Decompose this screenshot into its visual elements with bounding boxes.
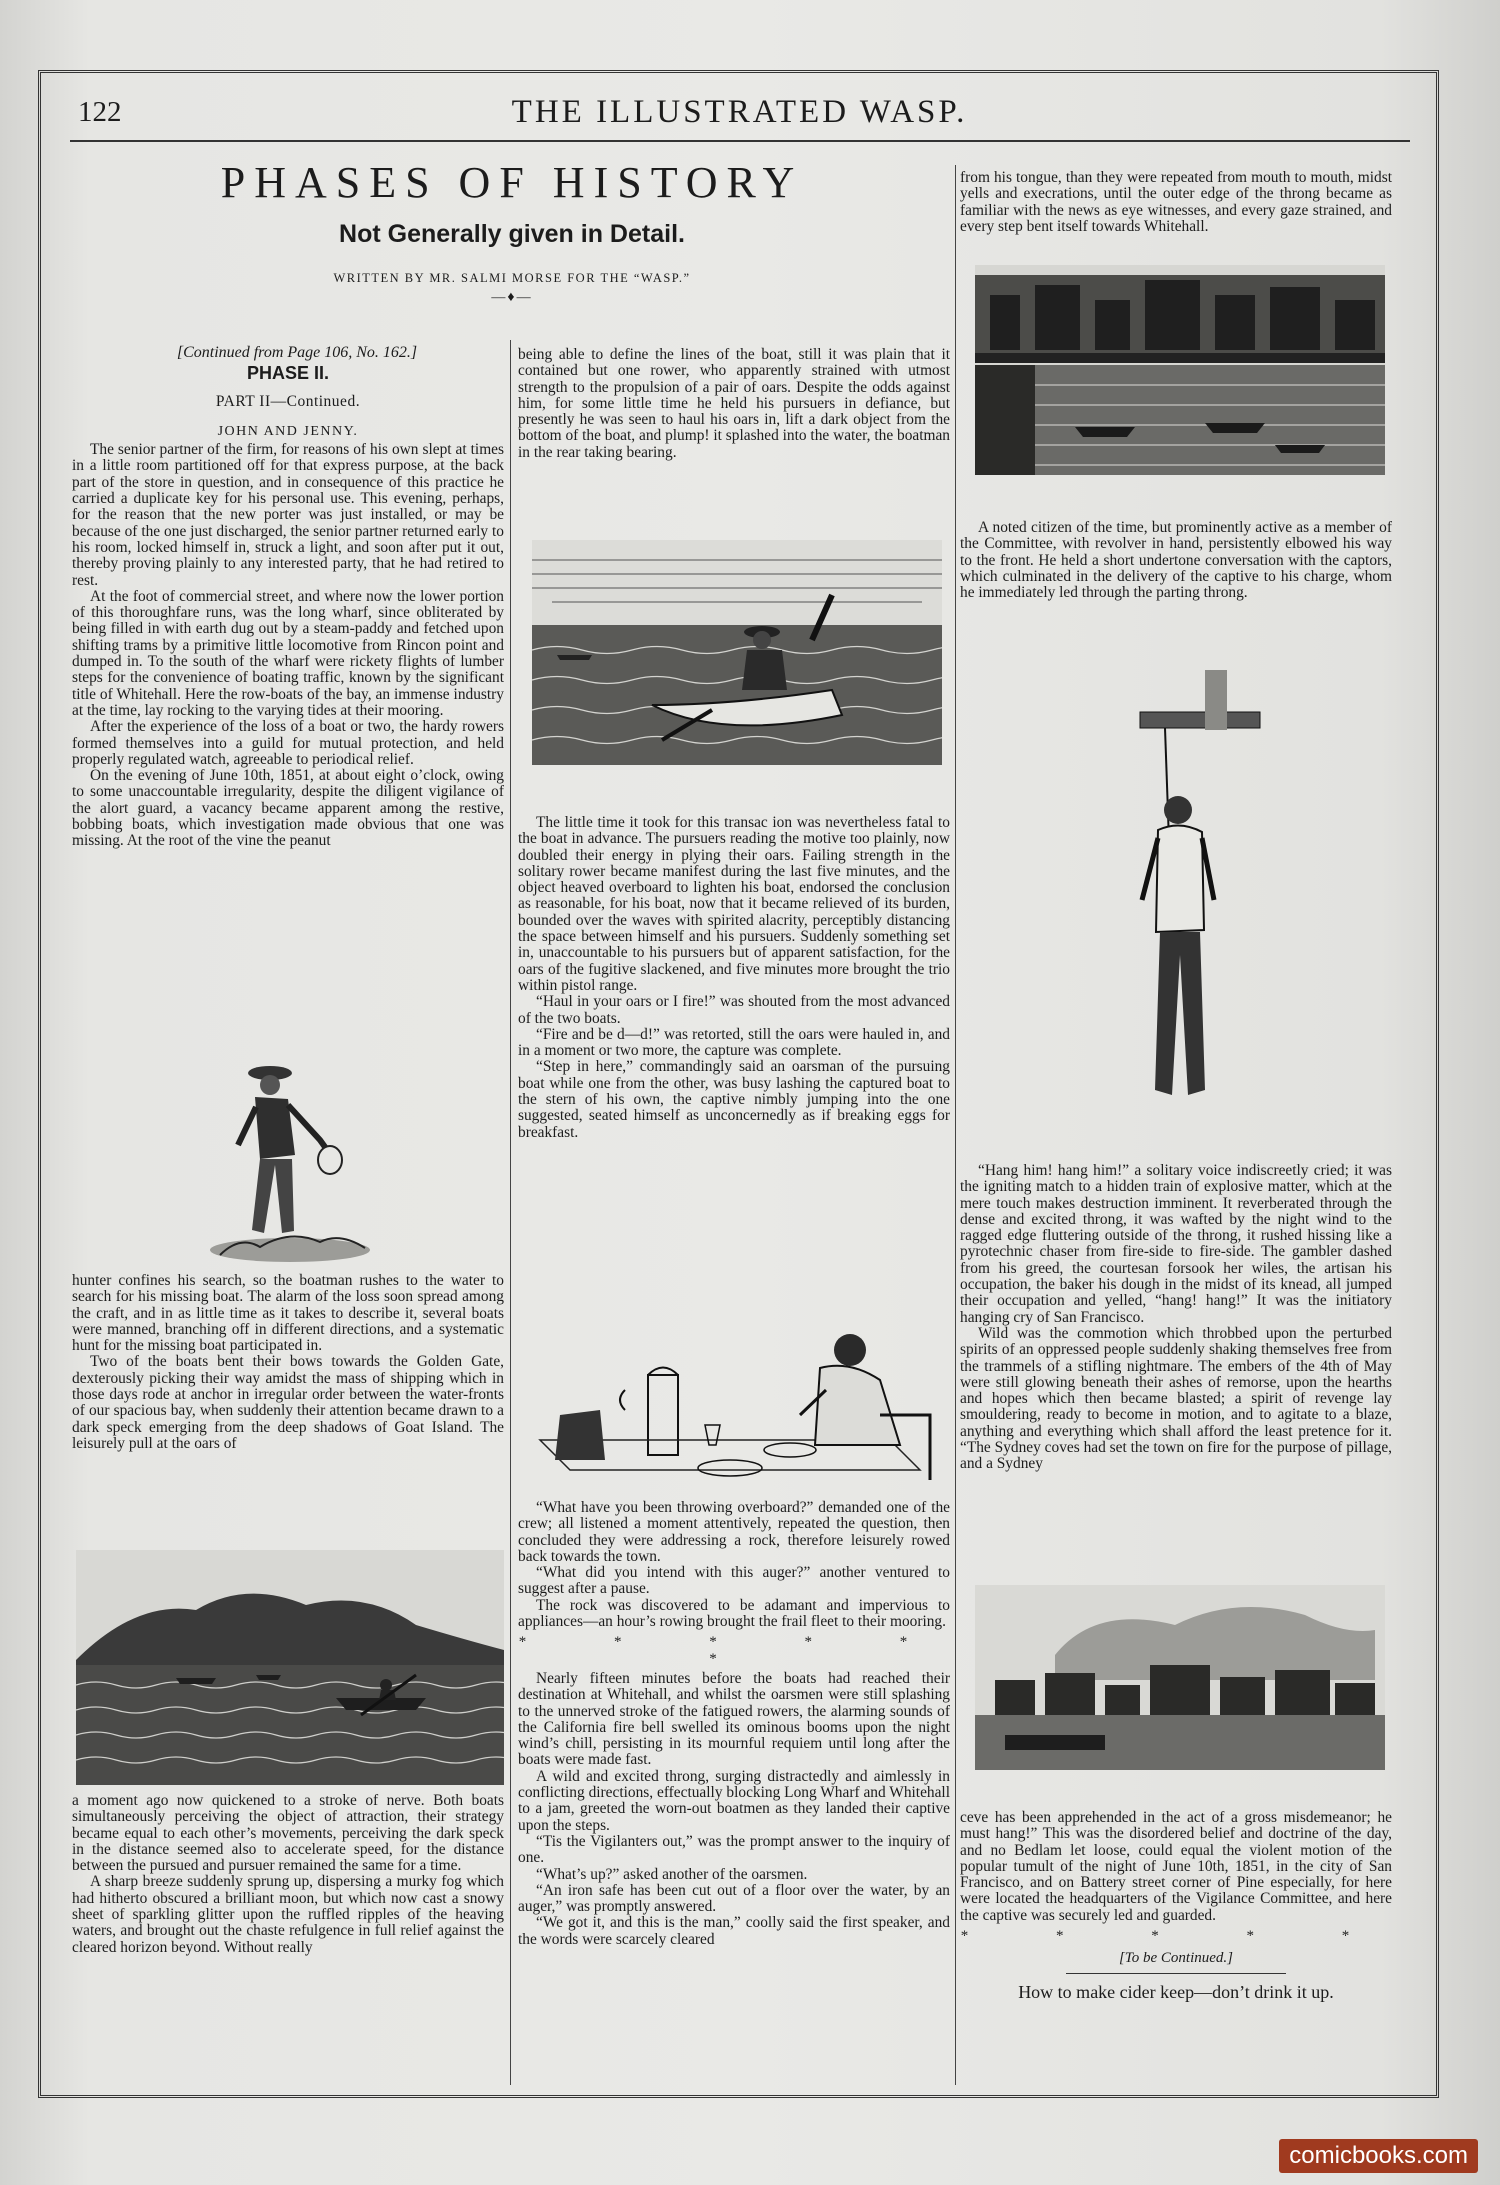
header-rule (70, 140, 1410, 142)
page-header (72, 92, 1407, 136)
watermark-badge: comicbooks.com (1279, 2139, 1478, 2173)
paragraph: Nearly fifteen minutes before the boats had reached their destination at Whitehall, and whilst the oarsmen were still splashing to the unnerved stroke of the fatigued rowers, the alarming sounds of the California fire bell swelled its ominous booms upon the night wind’s chill, persisting in its mournful requiem until long after the boats were made fast. (518, 1669, 950, 1769)
breakfast-table-illustration (530, 1320, 940, 1490)
article-title-block (72, 158, 952, 306)
paragraph: hunter confines his search, so the boatman rushes to the water to search for his missing boat. The alarm of the loss soon spread among the craft, and in as little time as it takes to describe it, several boats were manned, branching off in different directions, and a systematic hunt for the missing boat participated in. (72, 1272, 504, 1355)
article-subtitle: Not Generally given in Detail. (339, 220, 685, 248)
paragraph: being able to define the lines of the boat, still it was plain that it contained but one rower, who apparently strained with utmost strength to the propulsion of a pair of oars. Despite the odds against him, for some little time he held his pursuers in defiance, but presently he was seen to haul his oars in, lift a dark object from the bottom of the boat, and plump! it splashed into the water, the boatman in the rear taking bearing. (518, 346, 950, 461)
paragraph: ceve has been apprehended in the act of a gross misdemeanor; he must hang!” This was the disordered belief and doctrine of the day, and no Bedlam let loose, could equal the violent motion of the popular tumult of the night of June 10th, 1851, in the city of San Francisco, and on Battery street corner of Pine especially, for here were located the headquarters of the Vigilance Committee, and here the captive was securely led and guarded. (960, 1809, 1392, 1924)
harbor-wharf-illustration (975, 265, 1385, 475)
to-be-continued: [To be Continued.] (1118, 1950, 1234, 1967)
paragraph: “What did you intend with this auger?” another ventured to suggest after a pause. (518, 1564, 950, 1598)
paragraph: “What’s up?” asked another of the oarsmen. (536, 1865, 808, 1883)
column-2-top (518, 347, 950, 461)
column-2-middle (518, 815, 950, 1141)
section-heading: JOHN AND JENNY. (217, 423, 359, 439)
paragraph: “Haul in your oars or I fire!” was shouted from the most advanced of the two boats. (518, 993, 950, 1027)
paragraph: The rock was discovered to be adamant and impervious to appliances—an hour’s rowing brought the frail fleet to their mooring. (518, 1596, 950, 1631)
paragraph: Two of the boats bent their bows towards the Golden Gate, dexterously picking their way amidst the mass of shipping which in those days rode at anchor in irregular order between the water-fronts of our spacious bay, when suddenly their attention became drawn to a dark speck emerging from the deep shadows of Goat Island. The leisurely pull at the oars of (72, 1353, 504, 1452)
paragraph: On the evening of June 10th, 1851, at about eight o’clock, owing to some unaccountable irregularity, despite the diligent vigilance of the alort guard, a vacancy became apparent among the restive, bobbing boats, which investigation made obvious that one was missing. At the root of the vine the peanut (72, 767, 504, 850)
column-3-top (960, 170, 1392, 235)
filler-joke: How to make cider keep—don’t drink it up. (1018, 1981, 1334, 2002)
city-fire-illustration (975, 1585, 1385, 1770)
column-3-upper (960, 520, 1392, 601)
part-heading: PART II—Continued. (215, 392, 361, 410)
section-break-stars: * * * * * (960, 1928, 1392, 1945)
column-1-top (72, 345, 504, 850)
paragraph: A noted citizen of the time, but prominently active as a member of the Committee, with revolver in hand, persistently elbowed his way to the front. He held a short undertone conversation with the captors, which culminated in the delivery of the captive to his charge, whom he immediately led through the parting throng. (960, 519, 1392, 602)
peanut-hunter-illustration (200, 1055, 380, 1265)
page-number: 122 (78, 96, 122, 128)
title-ornament: —♦— (491, 290, 533, 305)
phase-heading: PHASE II. (246, 363, 330, 384)
section-break-stars: * * * * * * (518, 1634, 950, 1667)
column-2-lower (518, 1500, 950, 1948)
paragraph: from his tongue, than they were repeated from mouth to mouth, midst yells and execrations, until the outer edge of the throng became as familiar with the news as eye witnesses, and every gaze strained, and every step bent itself towards Whitehall. (960, 169, 1392, 235)
paragraph: Wild was the commotion which throbbed upon the perturbed spirits of an oppressed people suddenly shaking themselves free from the trammels of a stifling nightmare. The embers of the 4th of May were still glowing beneath their ashes of remorse, upon the hearths and hopes which then became blasted; a spirit of revenge lay smouldering, ready to become in motion, and to agitate to a blaze, anything and everything which shall afford the least pretence for it. “The Sydney coves had set the town on fire for the purpose of pillage, and a Sydney (960, 1324, 1392, 1473)
paragraph: “We got it, and this is the man,” coolly said the first speaker, and the words were scarcely cleared (518, 1914, 950, 1948)
paragraph: The senior partner of the firm, for reasons of his own slept at times in a little room partitioned off for that express purpose, at the back part of the store in question, and in consequence of this practice he carried a duplicate key for his personal use. This evening, perhaps, for the reason that the new porter was just installed, or may be because of the one just discharged, the senior partner returned early to his room, locked himself in, struck a light, and soon after put it out, thereby proving plainly to any interested party, that he had retired to rest. (72, 441, 504, 589)
lone-rower-illustration (532, 540, 942, 765)
paragraph: a moment ago now quickened to a stroke of nerve. Both boats simultaneously perceiving the object of attraction, their strategy became equal to each other’s movements, perceiving the dark speck in the distance seemed also to accelerate speed, for the distance between the pursued and pursuer remained the same for a time. (72, 1792, 504, 1875)
closing-rule (1066, 1973, 1286, 1974)
paragraph: “Hang him! hang him!” a solitary voice indiscreetly cried; it was the igniting match to a hidden train of explosive matter, which at the mere touch makes destruction imminent. It reverberated through the dense and excited throng, it was wafted by the night wind to the ragged edge fluttering outside of the throng, it rushed hissing like a pyrotechnic chaser from fire-side to fire-side. The gambler dashed from his greed, the courtesan forsook her wiles, the artisan his occupation, the baker his dough in the midst of its knead, all jumped their occupation and yelled, “hang! hang!” It was the initiatory hanging cry of San Francisco. (960, 1162, 1392, 1326)
paragraph: “Fire and be d—d!” was retorted, still the oars were hauled in, and in a moment or two more, the capture was complete. (518, 1025, 950, 1060)
column-1-middle (72, 1273, 504, 1452)
article-title: PHASES OF HISTORY (220, 158, 804, 207)
paragraph: “An iron safe has been cut out of a floor over the water, by an auger,” was promptly answered. (518, 1881, 950, 1916)
column-3-middle (960, 1163, 1392, 1473)
article-byline: WRITTEN BY MR. SALMI MORSE FOR THE “WASP.” (333, 271, 691, 285)
column-1-bottom (72, 1793, 504, 1956)
continued-note: [Continued from Page 106, No. 162.] (176, 344, 418, 361)
paragraph: A wild and excited throng, surging distractedly and aimlessly in conflicting directions, effectually blocking Long Wharf and Whitehall to a jam, greeted the worn-out boatmen as they landed their captive upon the steps. (518, 1767, 950, 1834)
column-divider-2 (955, 165, 956, 2085)
paragraph: “What have you been throwing overboard?” demanded one of the crew; all listened a moment attentively, repeated the question, then concluded they were addressing a rock, therefore leisurely rowed back towards the town. (518, 1499, 950, 1565)
hanging-man-illustration (1110, 670, 1280, 1130)
masthead: THE ILLUSTRATED WASP. (511, 94, 968, 130)
paragraph: The little time it took for this transac ion was nevertheless fatal to the boat in advance. The pursuers reading the motive too plainly, now doubled their energy in plying their oars. Failing strength in the solitary rower became manifest during the last five minutes, and the object heaved overboard to lighten his boat, endorsed the conclusion as reasonable, for his boat, now that it became relieved of its burden, bounded over the waves with spirited alacrity, perceptibly distancing the space between himself and his pursuers. Suddenly something set in, unaccountable to his pursuers but of apparent satisfaction, for the oars of the fugitive slackened, and five minutes more brought the trio within pistol range. (518, 814, 950, 994)
paragraph: At the foot of commercial street, and where now the lower portion of this thoroughfare runs, was the long wharf, since obliterated by being filled in with earth dug out by a steam-paddy and fetched upon shifting trams by a primitive little locomotive from Rincon point and dumped in. To the south of the wharf were rickety flights of lumber steps for the convenience of boating traffic, known by the significant title of Whitehall. Here the row-boats of the bay, an immense industry at the time, lay rocking to the varying tides at their mooring. (72, 587, 504, 719)
column-3-bottom (960, 1810, 1392, 2000)
column-divider-1 (510, 340, 511, 2085)
paragraph: A sharp breeze suddenly sprung up, dispersing a murky fog which had hitherto obscured a brilliant moon, but which now cast a snowy sheet of sparkling glitter upon the ruffled ripples of the heaving waters, and brought out the chaste refulgence in full relief against the cleared horizon beyond. Without really (72, 1873, 504, 1956)
paragraph: “Tis the Vigilanters out,” was the prompt answer to the inquiry of one. (518, 1832, 950, 1867)
goat-island-chase-illustration (76, 1550, 504, 1785)
paragraph: After the experience of the loss of a boat or two, the hardy rowers formed themselves into a guild for mutual protection, and held properly regulated watch, agreeable to periodical relief. (72, 718, 504, 768)
paragraph: “Step in here,” commandingly said an oarsman of the pursuing boat while one from the other, was busy lashing the captured boat to the stern of his own, the captive nimbly jumping into the one suggested, seated himself as unconcernedly as if breaking eggs for breakfast. (518, 1058, 950, 1141)
